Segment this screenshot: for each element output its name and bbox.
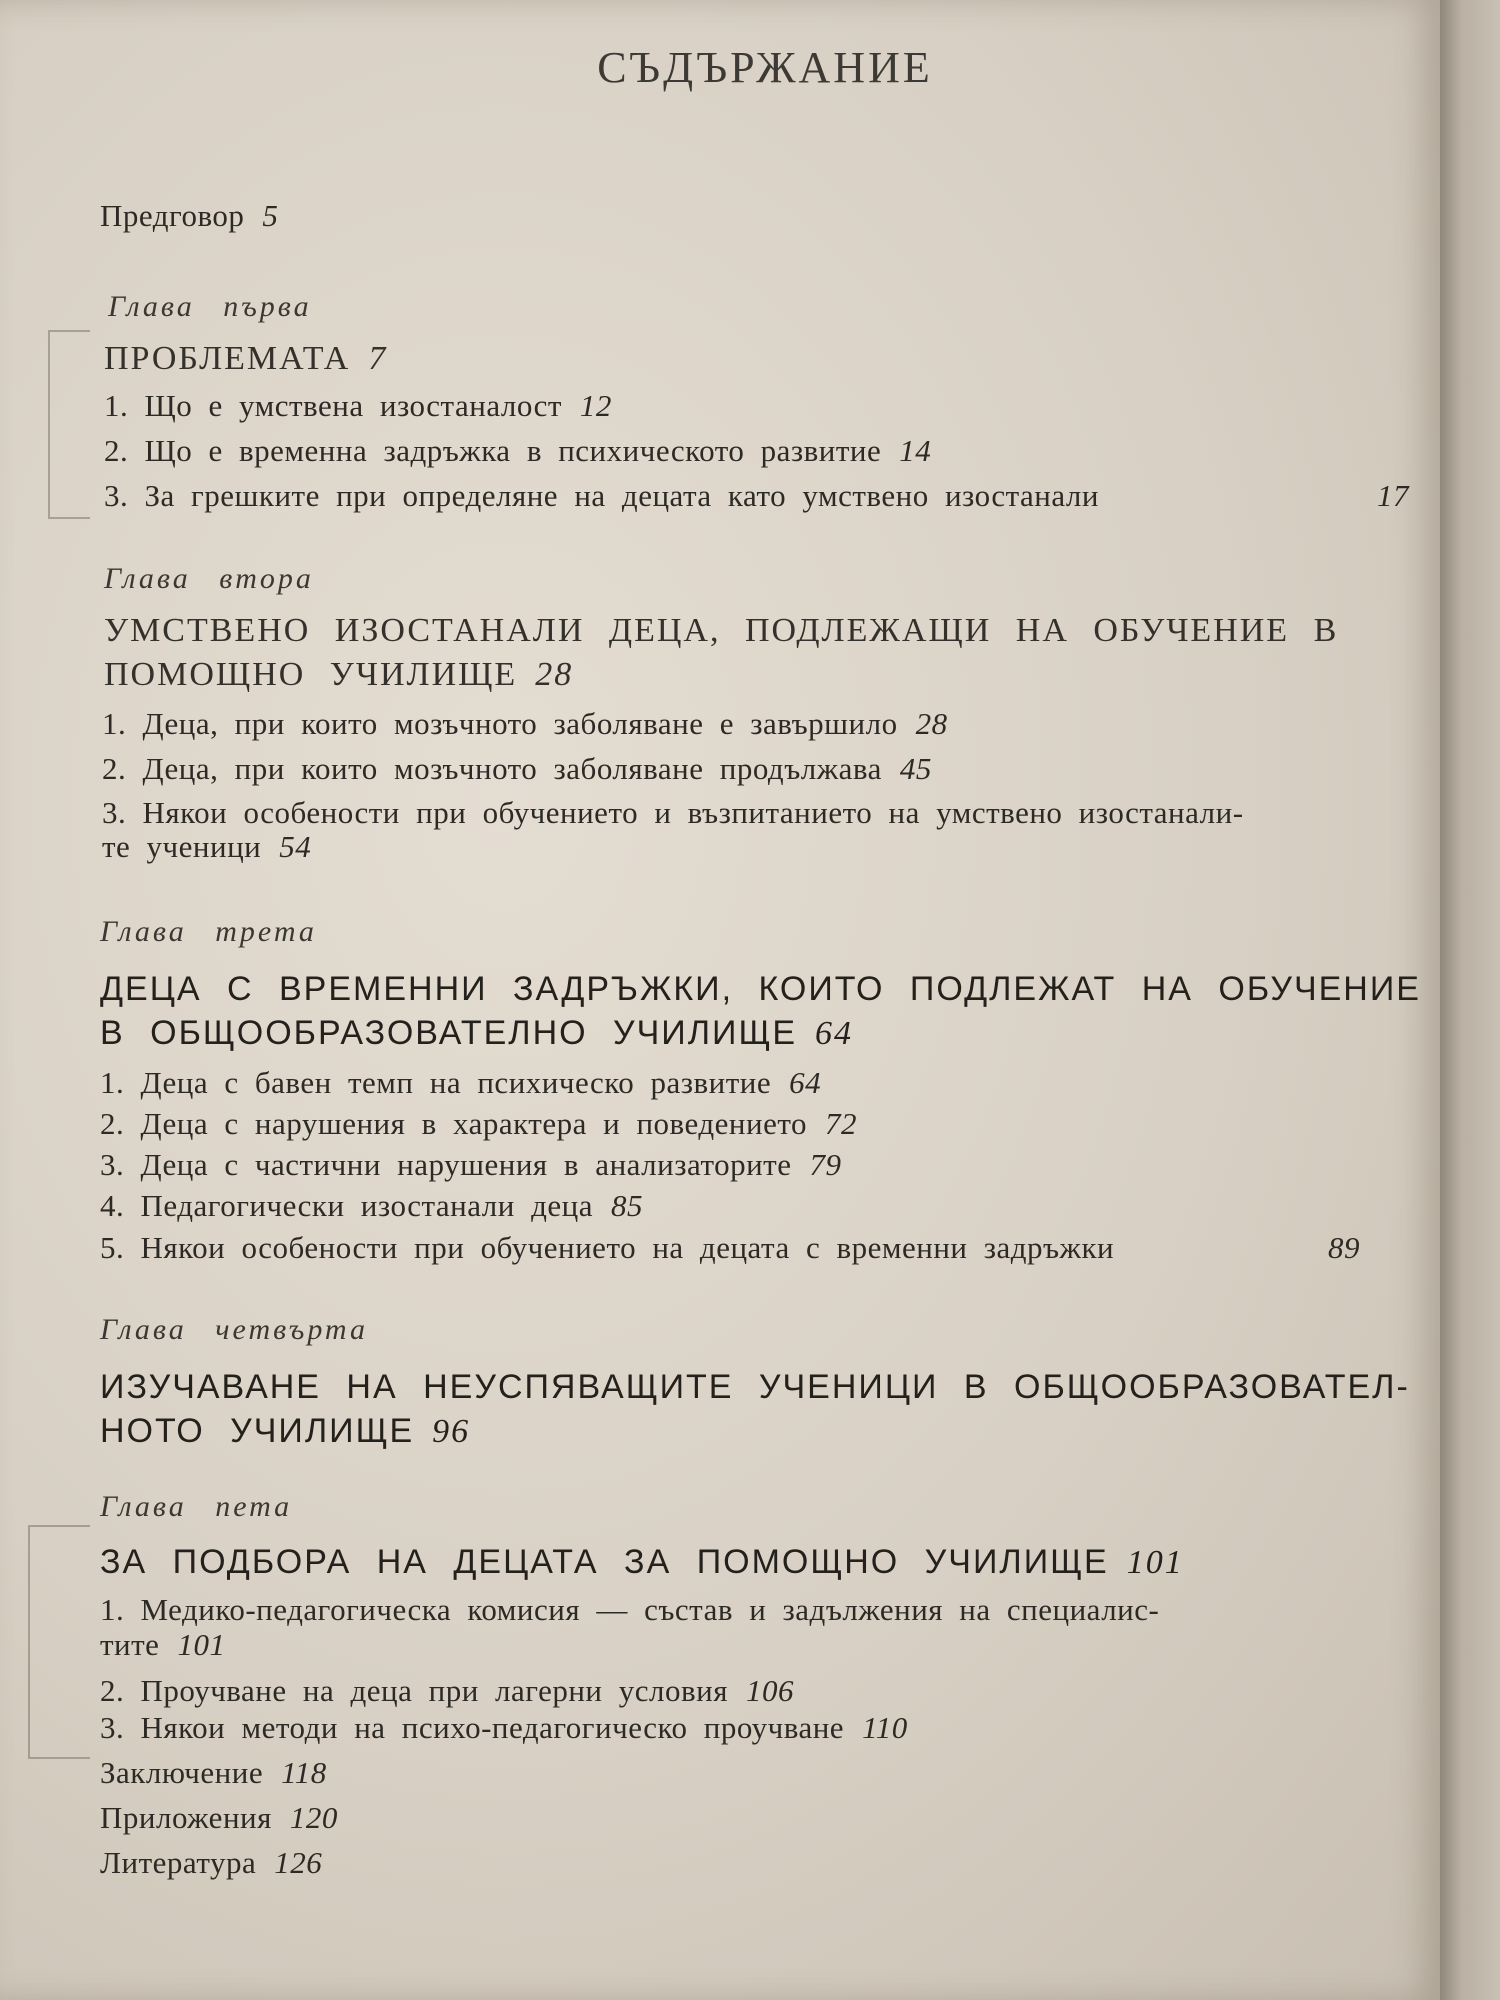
chapter-title-line: В ОБЩООБРАЗОВАТЕЛНО УЧИЛИЩЕ 64 [100,1014,854,1052]
toc-entry: 1. Деца, при които мозъчното заболяване е завършило 28 [102,706,948,741]
stamp-mark [28,1525,90,1759]
page-number: 7 [368,340,388,377]
page-title: СЪДЪРЖАНИЕ [597,43,933,92]
toc-entry-line: 1. Медико-педагогическа комисия — състав и задължения на специалис- [100,1592,1160,1627]
chapter-title-line: УМСТВЕНО ИЗОСТАНАЛИ ДЕЦА, ПОДЛЕЖАЩИ НА ОБУЧЕНИЕ В [104,612,1339,649]
chapter-title-line: ДЕЦА С ВРЕМЕННИ ЗАДРЪЖКИ, КОИТО ПОДЛЕЖАТ НА ОБУЧЕНИЕ [100,970,1421,1008]
page-number: 14 [899,433,932,468]
page-number: 54 [279,829,312,864]
toc-entry: 1. Деца с бавен темп на психическо развитие 64 [100,1065,822,1100]
chapter-label: Глава трета [100,915,317,948]
chapter-title: ПРОБЛЕМАТА 7 [104,340,388,377]
entry-label: Предговор [100,198,245,233]
page-number: 101 [177,1627,226,1662]
page-number: 72 [824,1106,857,1141]
chapter-label: Глава първа [108,290,312,323]
toc-entry: 2. Деца, при които мозъчното заболяване продължава 45 [102,751,932,786]
page-number: 12 [579,388,612,423]
pencil-bracket-mark [48,330,90,519]
toc-entry: 1. Що е умствена изостаналост 12 [104,388,612,423]
page-number: 101 [1126,1544,1184,1581]
chapter-title-line: ИЗУЧАВАНЕ НА НЕУСПЯВАЩИТЕ УЧЕНИЦИ В ОБЩООБРАЗОВАТЕЛ- [100,1368,1410,1406]
toc-entry: 2. Що е временна задръжка в психическото развитие 14 [104,433,932,468]
toc-entry-line: тите 101 [100,1627,226,1662]
toc-entry: 2. Проучване на деца при лагерни условия 106 [100,1673,794,1708]
page-number: 28 [915,706,948,741]
page-number: 79 [809,1147,842,1182]
toc-entry-line: 3. Някои особености при обучението и възпитанието на умствено изостанали- [102,795,1244,830]
book-gutter-edge [1440,0,1500,2000]
toc-entry-line: те ученици 54 [102,829,312,864]
toc-entry-preface [100,198,278,234]
page-number: 28 [535,656,574,693]
toc-entry-conclusion: Заключение 118 [100,1755,327,1790]
chapter-title-line: ПОМОЩНО УЧИЛИЩЕ 28 [104,656,574,693]
page-number: 64 [815,1015,854,1052]
page-number: 118 [281,1755,327,1790]
toc-entry: 5. Някои особености при обучението на децата с временни задръжки 89 [100,1230,1360,1265]
page-number: 106 [745,1673,794,1708]
toc-entry: 3. За грешките при определяне на децата като умствено изостанали 17 [104,478,1409,513]
toc-entry: 4. Педагогически изостанали деца 85 [100,1188,643,1223]
page-number: 89 [1328,1230,1360,1265]
toc-entry-appendices: Приложения 120 [100,1800,338,1835]
toc-entry: 3. Деца с частични нарушения в анализаторите 79 [100,1147,842,1182]
page-number: 64 [789,1065,822,1100]
page-number: 5 [262,198,279,233]
page-number: 17 [1377,478,1409,513]
toc-entry: 2. Деца с нарушения в характера и поведението 72 [100,1106,857,1141]
toc-entry: 3. Някои методи на психо-педагогическо проучване 110 [100,1710,908,1745]
page-number: 96 [432,1413,471,1450]
chapter-label: Глава втора [104,562,314,595]
page-number: 126 [274,1845,323,1880]
page-number: 110 [862,1710,908,1745]
chapter-label: Глава четвърта [100,1313,368,1346]
chapter-title-line: НОТО УЧИЛИЩЕ 96 [100,1412,471,1450]
chapter-label: Глава пета [100,1490,293,1523]
page-number: 45 [899,751,932,786]
chapter-title: ЗА ПОДБОРА НА ДЕЦАТА ЗА ПОМОЩНО УЧИЛИЩЕ 101 [100,1543,1184,1581]
page-number: 120 [289,1800,338,1835]
toc-entry-literature: Литература 126 [100,1845,323,1880]
page-number: 85 [610,1188,643,1223]
